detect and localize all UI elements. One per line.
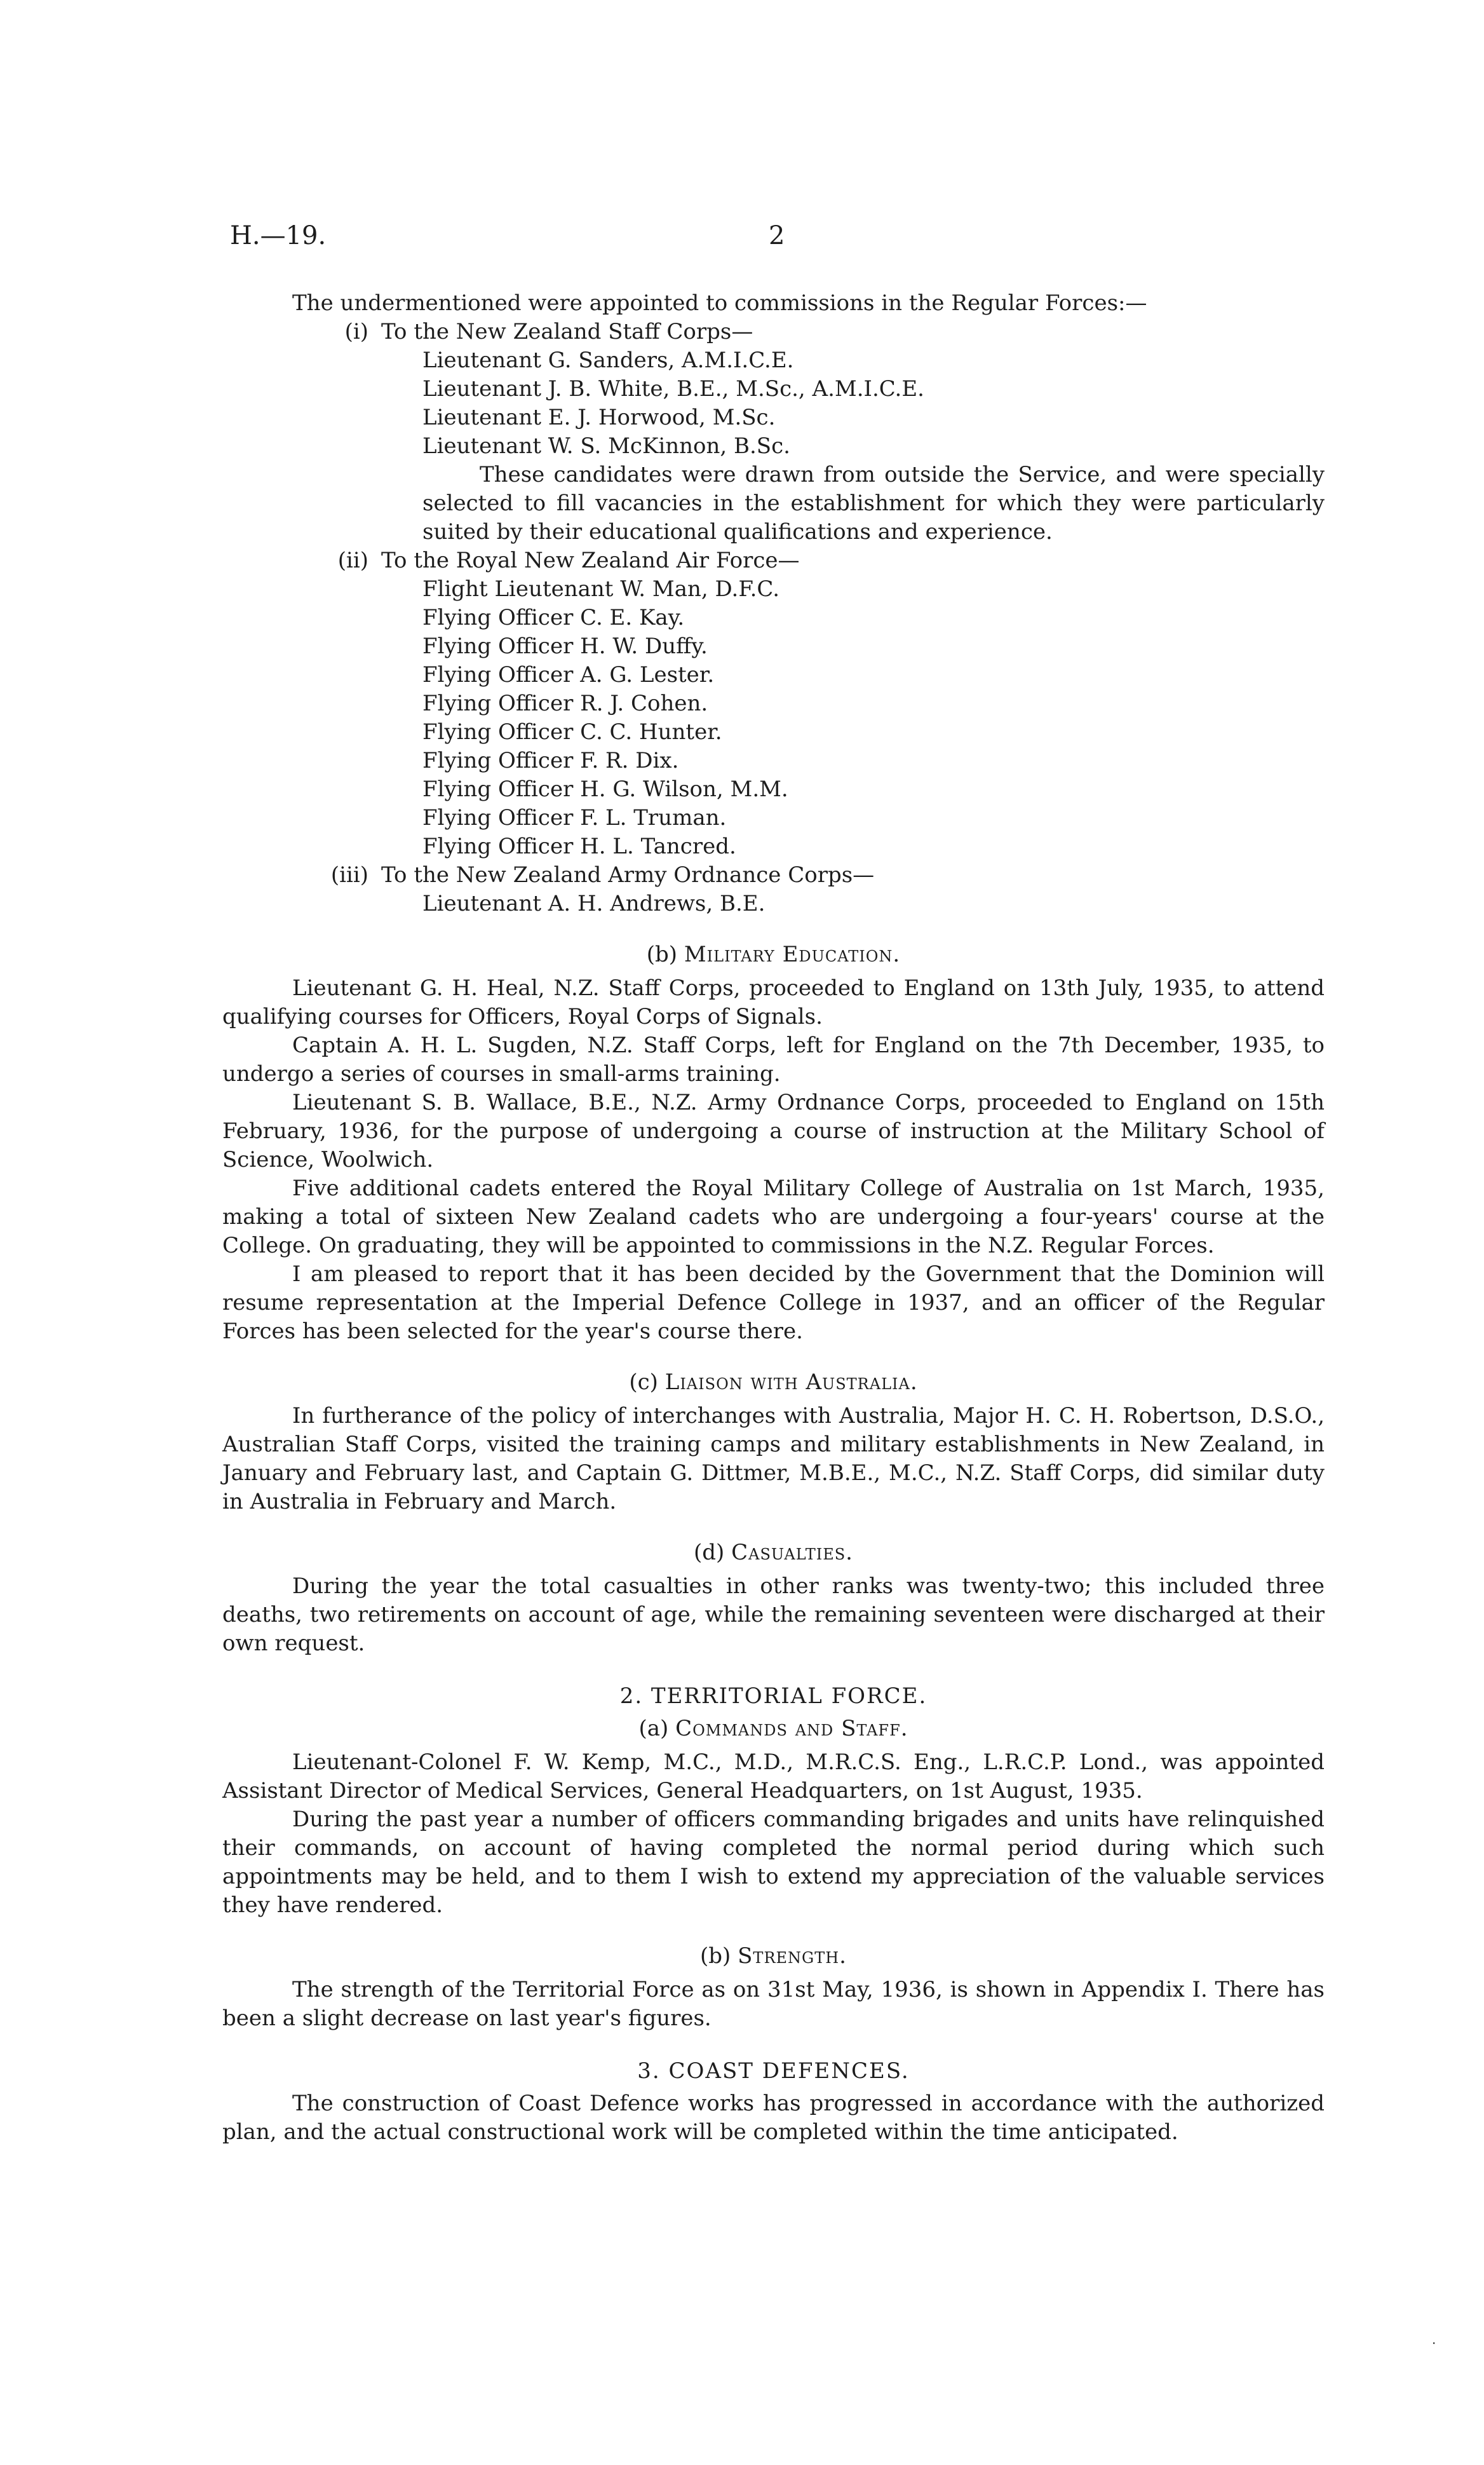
section-heading-coast: 3. COAST DEFENCES. — [637, 2058, 910, 2084]
subsection-title: Strength. — [738, 1943, 847, 1969]
stray-mark: · — [1432, 2335, 1436, 2351]
group-title: To the Royal New Zealand Air Force— — [381, 548, 800, 573]
person-entry: Lieutenant E. J. Horwood, M.Sc. — [422, 405, 776, 430]
paragraph: In furtherance of the policy of interchanges with Australia, Major H. C. H. Robertson, D.S.O., Australian Staff Corps, visited the training camps and military establishments in New Zealand, in January and February last, and Captain G. Dittmer, M.B.E., M.C., N.Z. Staff Corps, did similar duty in Australia in February and March. — [222, 1403, 1325, 1514]
subsection-heading-military-education — [222, 941, 1325, 969]
paragraph: The strength of the Territorial Force as on 31st May, 1936, is shown in Appendix I. There has been a slight decrease on last year's figures. — [222, 1977, 1325, 2031]
group-numeral: (ii) — [337, 548, 368, 573]
paragraph: I am pleased to report that it has been decided by the Government that the Dominion will resume representation at the Imperial Defence College in 1937, and an officer of the Regular Forces has been selected for the year's course there. — [222, 1261, 1325, 1344]
subsection-title: Military Education. — [684, 942, 901, 967]
section-heading-territorial: 2. TERRITORIAL FORCE. — [619, 1683, 928, 1709]
person-entry: Flying Officer H. W. Duffy. — [422, 634, 708, 659]
page-body — [222, 289, 1325, 2147]
person-entry: Flying Officer R. J. Cohen. — [422, 691, 708, 716]
group-heading — [222, 861, 1325, 890]
group-heading — [222, 547, 1325, 575]
subsection-title: Commands and Staff. — [675, 1716, 908, 1741]
person-entry: Flying Officer A. G. Lester. — [422, 662, 715, 688]
paragraph: Lieutenant-Colonel F. W. Kemp, M.C., M.D., M.R.C.S. Eng., L.R.C.P. Lond., was appointed Assistant Director of Medical Services, General Headquarters, on 1st August, 1935. — [222, 1749, 1325, 1803]
group-title: To the New Zealand Staff Corps— — [381, 319, 753, 344]
subsection-heading-commands — [222, 1715, 1325, 1743]
paragraph: Lieutenant S. B. Wallace, B.E., N.Z. Army Ordnance Corps, proceeded to England on 15th February, 1936, for the purpose of undergoing a course of instruction at the Military School of Science, Woolwich. — [222, 1090, 1325, 1172]
subsection-letter: (b) — [646, 942, 678, 967]
subsection-letter: (a) — [638, 1716, 669, 1741]
group-numeral: (i) — [344, 319, 368, 344]
appointment-group-ordnance-corps — [222, 861, 1325, 918]
paragraph: Five additional cadets entered the Royal Military College of Australia on 1st March, 1935, making a total of sixteen New Zealand cadets who are undergoing a four-years' course at the College. On graduating, they will be appointed to commissions in the N.Z. Regular Forces. — [222, 1176, 1325, 1258]
appointment-group-air-force — [222, 547, 1325, 861]
person-entry: Flying Officer H. L. Tancred. — [422, 834, 736, 859]
person-entry: Lieutenant J. B. White, B.E., M.Sc., A.M.I.C.E. — [422, 376, 924, 402]
paragraph: During the year the total casualties in other ranks was twenty-two; this included three deaths, two retirements on account of age, while the remaining seventeen were discharged at their own request. — [222, 1573, 1325, 1656]
paragraph: During the past year a number of officers commanding brigades and units have relinquished their commands, on account of having completed the normal period during which such appointments may be held, and to them I wish to extend my appreciation of the valuable services they have rendered. — [222, 1807, 1325, 1918]
person-entry: Flying Officer C. E. Kay. — [422, 605, 685, 630]
person-entry: Flight Lieutenant W. Man, D.F.C. — [422, 576, 780, 602]
appointments-intro: The undermentioned were appointed to commissions in the Regular Forces:— — [292, 290, 1147, 316]
subsection-title: Liaison with Australia. — [664, 1369, 918, 1395]
person-entry: Flying Officer F. R. Dix. — [422, 748, 679, 773]
subsection-letter: (d) — [694, 1540, 725, 1565]
appointment-group-staff-corps — [222, 318, 1325, 547]
page-number: 2 — [769, 221, 785, 250]
document-reference: H.—19. — [230, 221, 327, 250]
paragraph: Lieutenant G. H. Heal, N.Z. Staff Corps, proceeded to England on 13th July, 1935, to attend qualifying courses for Officers, Royal Corps of Signals. — [222, 975, 1325, 1029]
subsection-heading-strength — [222, 1942, 1325, 1971]
subsection-title: Casualties. — [731, 1540, 853, 1565]
group-heading — [222, 318, 1325, 346]
subsection-letter: (b) — [700, 1943, 731, 1969]
group-title: To the New Zealand Army Ordnance Corps— — [381, 862, 875, 888]
paragraph: Captain A. H. L. Sugden, N.Z. Staff Corps, left for England on the 7th December, 1935, to undergo a series of courses in small-arms training. — [222, 1033, 1325, 1087]
person-entry: Flying Officer F. L. Truman. — [422, 805, 727, 831]
person-entry: Flying Officer C. C. Hunter. — [422, 719, 722, 745]
subsection-heading-casualties — [222, 1538, 1325, 1567]
subsection-heading-liaison — [222, 1368, 1325, 1397]
person-entry: Flying Officer H. G. Wilson, M.M. — [422, 777, 788, 802]
group-note: These candidates were drawn from outside the Service, and were specially selected to fill vacancies in the establishment for which they were particularly suited by their educational qualifications and experience. — [422, 462, 1325, 545]
paragraph: The construction of Coast Defence works has progressed in accordance with the authorized plan, and the actual constructional work will be completed within the time anticipated. — [222, 2091, 1325, 2145]
person-entry: Lieutenant A. H. Andrews, B.E. — [422, 891, 766, 916]
person-entry: Lieutenant G. Sanders, A.M.I.C.E. — [422, 348, 794, 373]
group-numeral: (iii) — [330, 862, 368, 888]
person-entry: Lieutenant W. S. McKinnon, B.Sc. — [422, 433, 790, 459]
subsection-letter: (c) — [629, 1369, 658, 1395]
